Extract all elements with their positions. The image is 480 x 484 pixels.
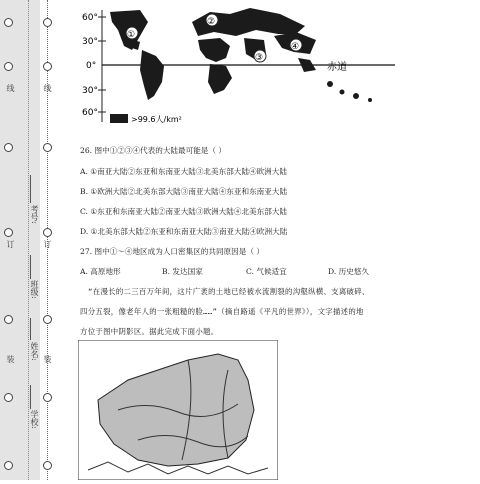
q26-option-b[interactable]: B. ①欧洲大陆②北美东部大陆③南亚大陆④东亚和东南亚大陆 bbox=[80, 187, 288, 196]
legend-text: >99.6人/km² bbox=[131, 115, 182, 124]
island-dot bbox=[340, 90, 345, 95]
figure-svg bbox=[78, 340, 278, 480]
marker-1: ① bbox=[127, 30, 136, 40]
punch-hole bbox=[43, 18, 52, 27]
q27-stem: 27. 图中①～④地区成为人口密集区的共同原因是（ ） bbox=[80, 247, 264, 256]
punch-hole bbox=[4, 62, 13, 71]
island-dot bbox=[353, 93, 359, 99]
q27-option-c[interactable]: C. 气候适宜 bbox=[246, 267, 287, 276]
margin-ding-inner: 订 bbox=[6, 240, 15, 248]
inner-cut-line bbox=[28, 0, 29, 480]
margin-xian-outer: 线 bbox=[43, 84, 52, 92]
q26-option-c[interactable]: C. ①东亚和东南亚大陆②南亚大陆③欧洲大陆④北美东部大陆 bbox=[80, 207, 288, 216]
lat-label-60n: 60° bbox=[82, 13, 98, 23]
class-blank[interactable] bbox=[30, 255, 31, 279]
punch-hole bbox=[43, 228, 52, 237]
exam-number-blank[interactable] bbox=[30, 175, 31, 203]
q27-option-d[interactable]: D. 历史悠久 bbox=[328, 267, 370, 276]
name-blank[interactable] bbox=[30, 318, 31, 340]
q26-option-a[interactable]: A. ①南亚大陆②东亚和东南亚大陆③北美东部大陆④欧洲大陆 bbox=[80, 167, 287, 176]
passage-line-1: “在漫长的二三百万年间，这片广袤的土地已经被水流割裂的沟壑纵横、支离破碎、 bbox=[88, 287, 370, 296]
punch-hole bbox=[43, 143, 52, 152]
passage-line-3: 方位于图中阴影区。据此完成下面小题。 bbox=[80, 327, 219, 336]
punch-hole bbox=[4, 393, 13, 402]
marker-2: ② bbox=[207, 17, 216, 27]
punch-hole bbox=[4, 18, 13, 27]
africa-south-region bbox=[208, 64, 232, 94]
margin-zhuang-inner: 装 bbox=[6, 355, 15, 363]
population-density-map bbox=[80, 0, 480, 132]
exam-number-label: 考号: bbox=[30, 205, 39, 224]
punch-hole bbox=[4, 315, 13, 324]
name-label: 姓名: bbox=[30, 342, 39, 361]
school-blank[interactable] bbox=[30, 385, 31, 409]
q26-option-d[interactable]: D. ①北美东部大陆②东亚和东南亚大陆③南亚大陆④欧洲大陆 bbox=[80, 227, 288, 236]
lat-label-0: 0° bbox=[86, 61, 97, 71]
punch-hole bbox=[4, 461, 13, 470]
equator-label: 赤道 bbox=[327, 62, 347, 73]
africa-north-region bbox=[198, 38, 230, 62]
q27-option-b[interactable]: B. 发达国家 bbox=[162, 267, 203, 276]
passage-line-2: 四分五裂，像老年人的一张粗糙的脸……”（摘自路遥《平凡的世界》），文字描述的地 bbox=[80, 307, 364, 316]
legend-swatch bbox=[110, 114, 128, 123]
q26-stem: 26. 图中①②③④代表的大陆最可能是（ ） bbox=[80, 146, 226, 155]
punch-hole bbox=[43, 62, 52, 71]
school-label: 学校: bbox=[30, 410, 39, 429]
margin-zhuang-outer: 装 bbox=[43, 355, 52, 363]
marker-3: ③ bbox=[255, 53, 264, 63]
marker-4: ④ bbox=[291, 42, 300, 52]
margin-ding-outer: 订 bbox=[43, 240, 52, 248]
loess-plateau-map bbox=[78, 340, 278, 480]
lat-label-30s: 30° bbox=[82, 86, 98, 96]
south-america-region bbox=[140, 50, 164, 100]
margin-xian-inner: 线 bbox=[6, 84, 15, 92]
punch-hole bbox=[43, 393, 52, 402]
map-svg bbox=[80, 0, 480, 132]
island-dot bbox=[368, 98, 372, 102]
class-label: 班级: bbox=[30, 280, 39, 299]
binding-margin bbox=[0, 0, 66, 480]
punch-hole bbox=[43, 461, 52, 470]
lat-label-30n: 30° bbox=[82, 37, 98, 47]
q27-option-a[interactable]: A. 高原地形 bbox=[80, 267, 121, 276]
punch-hole bbox=[43, 315, 52, 324]
punch-hole bbox=[4, 143, 13, 152]
island-dot bbox=[327, 81, 333, 87]
lat-label-60s: 60° bbox=[82, 108, 98, 118]
punch-hole bbox=[4, 228, 13, 237]
